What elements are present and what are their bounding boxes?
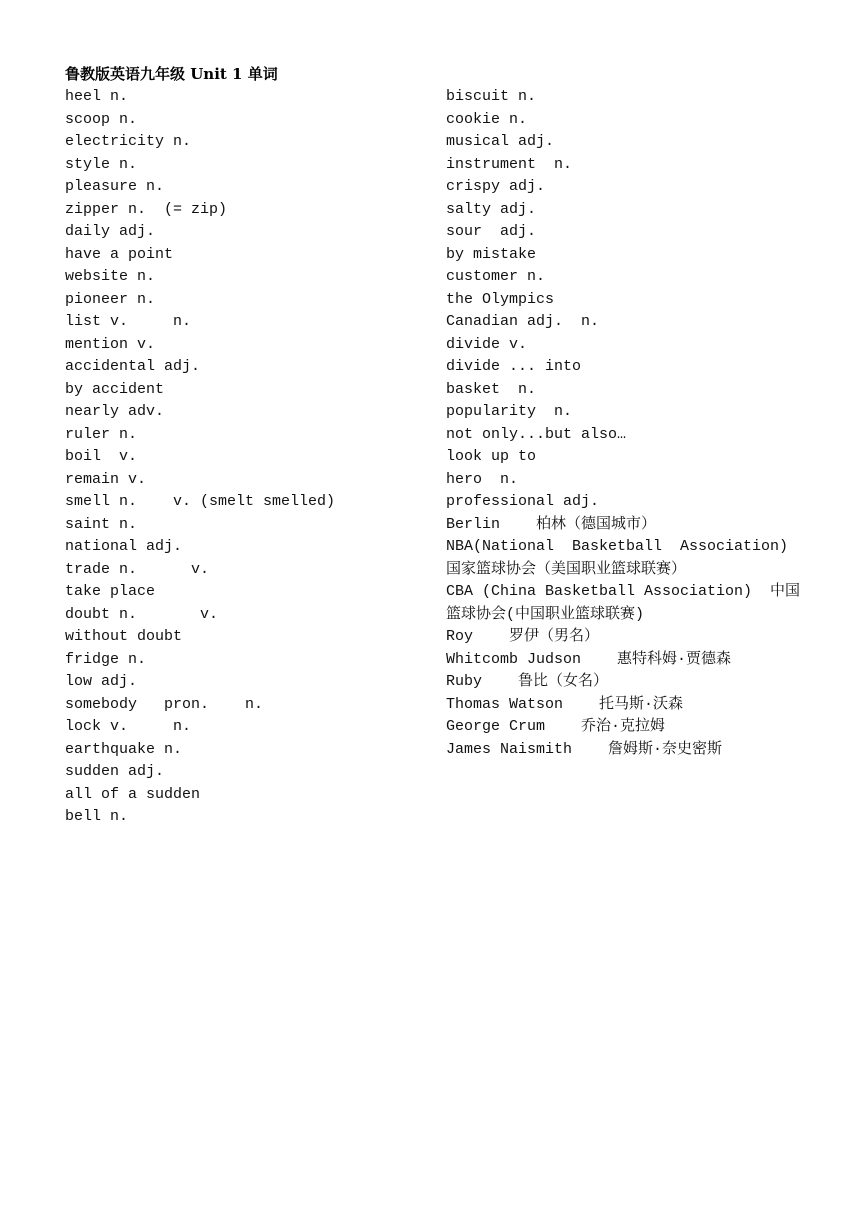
- vocabulary-entry: professional adj.: [446, 493, 600, 510]
- vocabulary-entry: fridge n.: [65, 650, 147, 668]
- vocabulary-entry: daily adj.: [65, 223, 156, 240]
- vocabulary-entry: earthquake n.: [65, 740, 183, 758]
- vocabulary-entry: cookie n.: [446, 110, 528, 128]
- vocabulary-entry: remain v.: [65, 470, 147, 488]
- vocabulary-entry: basket n.: [446, 380, 537, 398]
- vocabulary-entry: 国家篮球协会（美国职业篮球联赛）: [446, 560, 687, 578]
- vocabulary-entry: crispy adj.: [446, 178, 546, 195]
- vocabulary-entry: popularity n.: [446, 403, 573, 420]
- vocabulary-entry: Berlin 柏林（德国城市）: [446, 515, 657, 533]
- vocabulary-entry: nearly adv.: [65, 403, 165, 420]
- vocabulary-entry: sudden adj.: [65, 763, 165, 780]
- vocabulary-entry: website n.: [65, 268, 156, 285]
- vocabulary-entry: pleasure n.: [65, 178, 165, 195]
- vocabulary-entry: hero n.: [446, 470, 519, 488]
- vocabulary-entry: have a point: [65, 245, 174, 263]
- vocabulary-entry: lock v. n.: [65, 718, 192, 735]
- right-vocabulary-column: [446, 86, 800, 761]
- vocabulary-entry: national adj.: [65, 538, 183, 555]
- vocabulary-entry: instrument n.: [446, 155, 573, 173]
- vocabulary-entry: pioneer n.: [65, 290, 156, 308]
- vocabulary-entry: low adj.: [65, 673, 138, 690]
- vocabulary-entry: smell n. v. (smelt smelled): [65, 493, 336, 510]
- vocabulary-entry: Canadian adj. n.: [446, 313, 600, 330]
- vocabulary-entry: NBA(National Basketball Association): [446, 538, 789, 555]
- vocabulary-entry: sour adj.: [446, 223, 537, 240]
- vocabulary-entry: George Crum 乔治·克拉姆: [446, 718, 666, 735]
- vocabulary-entry: Whitcomb Judson 惠特科姆·贾德森: [446, 650, 732, 668]
- vocabulary-entry: biscuit n.: [446, 88, 537, 105]
- vocabulary-entry: bell n.: [65, 808, 129, 825]
- vocabulary-entry: musical adj.: [446, 133, 555, 150]
- vocabulary-entry: zipper n. (= zip): [65, 200, 228, 218]
- vocabulary-entry: Thomas Watson 托马斯·沃森: [446, 695, 684, 713]
- vocabulary-entry: ruler n.: [65, 425, 138, 443]
- document-title: 鲁教版英语九年级 Unit 1 单词: [65, 65, 278, 83]
- vocabulary-entry: the Olympics: [446, 290, 555, 308]
- vocabulary-entry: accidental adj.: [65, 358, 201, 375]
- vocabulary-entry: salty adj.: [446, 200, 537, 218]
- vocabulary-entry: Ruby 鲁比（女名）: [446, 673, 609, 690]
- vocabulary-entry: mention v.: [65, 335, 156, 353]
- vocabulary-entry: electricity n.: [65, 133, 192, 150]
- vocabulary-entry: divide ... into: [446, 358, 582, 375]
- vocabulary-entry: divide v.: [446, 335, 528, 353]
- vocabulary-entry: 篮球协会(中国职业篮球联赛): [446, 605, 645, 623]
- vocabulary-entry: heel n.: [65, 88, 129, 105]
- vocabulary-entry: boil v.: [65, 448, 138, 465]
- vocabulary-entry: not only...but also…: [446, 425, 627, 443]
- vocabulary-entry: look up to: [446, 448, 537, 465]
- vocabulary-entry: take place: [65, 583, 156, 600]
- left-vocabulary-column: [65, 86, 335, 829]
- vocabulary-entry: trade n. v.: [65, 560, 210, 578]
- vocabulary-entry: somebody pron. n.: [65, 695, 264, 713]
- vocabulary-entry: customer n.: [446, 268, 546, 285]
- vocabulary-entry: by mistake: [446, 245, 537, 263]
- vocabulary-entry: style n.: [65, 155, 138, 173]
- vocabulary-entry: saint n.: [65, 515, 138, 533]
- vocabulary-entry: by accident: [65, 380, 165, 398]
- vocabulary-entry: scoop n.: [65, 110, 138, 128]
- vocabulary-entry: doubt n. v.: [65, 605, 219, 623]
- vocabulary-entry: Roy 罗伊（男名）: [446, 628, 600, 645]
- vocabulary-entry: without doubt: [65, 628, 183, 645]
- vocabulary-entry: all of a sudden: [65, 785, 201, 803]
- vocabulary-entry: James Naismith 詹姆斯·奈史密斯: [446, 740, 723, 758]
- vocabulary-entry: CBA (China Basketball Association) 中国: [446, 583, 801, 600]
- vocabulary-entry: list v. n.: [65, 313, 192, 330]
